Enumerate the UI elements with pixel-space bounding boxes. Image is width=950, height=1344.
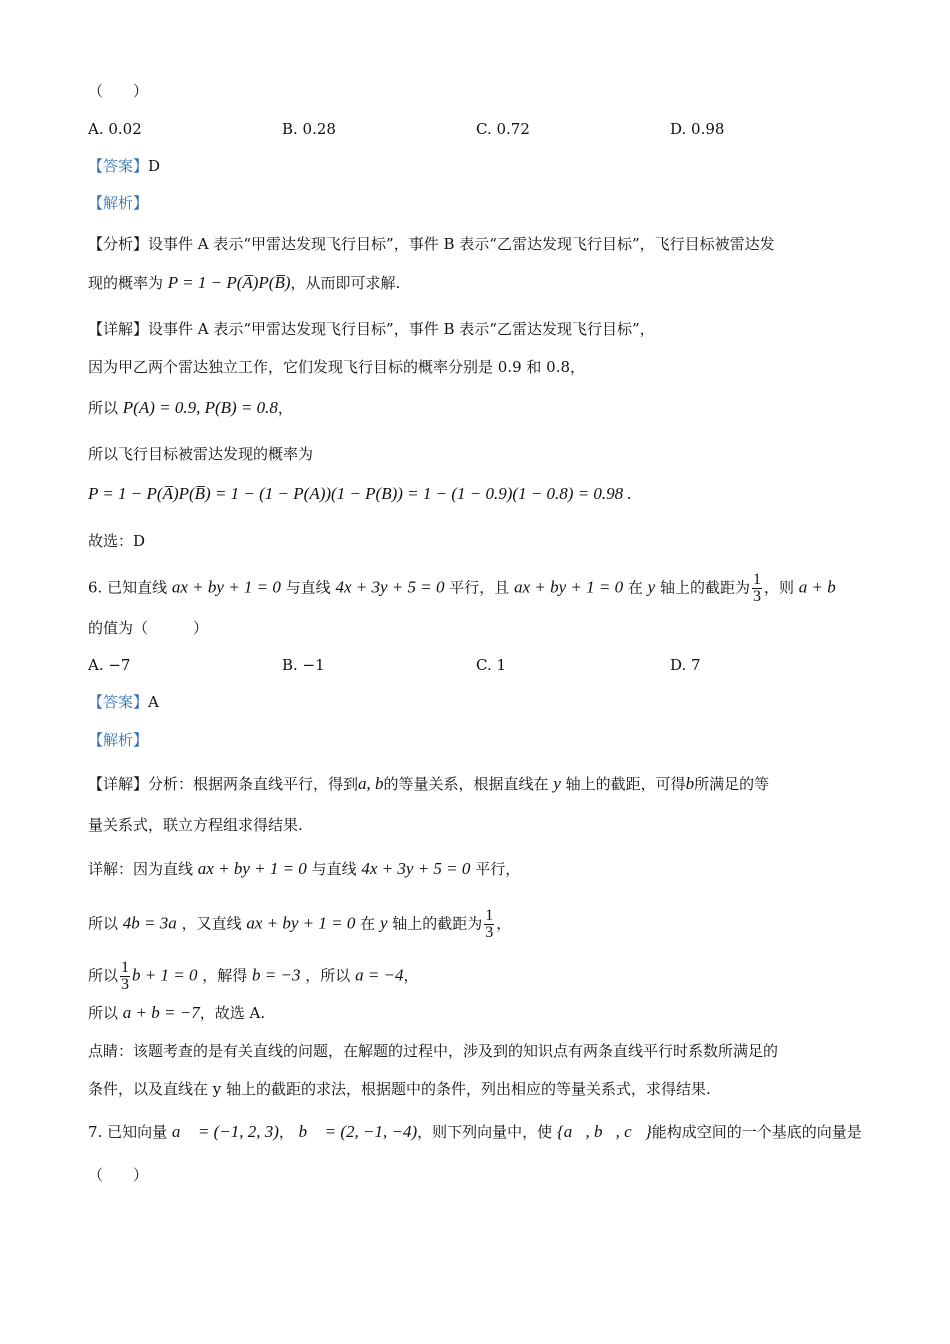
text: 轴上的截距为 — [659, 578, 750, 597]
formula: a⃗ = (−1, 2, 3) — [171, 1122, 279, 1141]
frac-den: 3 — [485, 924, 494, 941]
formula: 4x + 3y + 5 = 0 — [361, 859, 471, 878]
text: 平行，且 — [449, 578, 510, 597]
q6-detail-line5 — [88, 960, 419, 993]
fenxi-tag: 【分析】 — [88, 235, 149, 253]
q6-stem-line1 — [88, 572, 836, 605]
frac-num: 1 — [753, 571, 761, 588]
detail-tag: 【详解】 — [88, 775, 149, 793]
text: 现的概率为 — [88, 274, 164, 292]
text: 设事件 A 表示“甲雷达发现飞行目标”，事件 B 表示“乙雷达发现飞行目标”， — [148, 320, 655, 338]
formula: P = 1 − P(A̅)P(B̅) — [167, 273, 291, 292]
text: ，解得 — [202, 966, 248, 985]
q5-detail-line2: 因为甲乙两个雷达独立工作，它们发现飞行目标的概率分别是 0.9 和 0.8， — [88, 358, 586, 376]
formula: 4x + 3y + 5 = 0 — [335, 577, 445, 597]
text: 与直线 — [285, 578, 331, 597]
text: ， — [277, 399, 293, 417]
text: 在 — [627, 578, 643, 597]
frac-den: 3 — [121, 976, 130, 993]
q6-answer-line — [88, 691, 159, 713]
text: 能构成空间的一个基底的向量是 — [651, 1123, 862, 1141]
text: 平行， — [475, 860, 521, 878]
formula: ax + by + 1 = 0 — [197, 859, 307, 878]
frac-den: 3 — [753, 588, 761, 605]
q5-detail-line1 — [88, 318, 655, 340]
q6-detail-line3 — [88, 858, 520, 880]
text: 所以 — [88, 914, 119, 933]
answer-tag: 【答案】 — [88, 157, 149, 175]
var-y: y — [379, 913, 388, 933]
q6-dianjing-line2: 条件，以及直线在 y 轴上的截距的求法，根据题中的条件，列出相应的等量关系式，求得结果. — [88, 1080, 711, 1098]
fenxi-text: 设事件 A 表示“甲雷达发现飞行目标”，事件 B 表示“乙雷达发现飞行目标”，飞行目标被雷达发 — [148, 235, 775, 253]
q6-option-a: A. −7 — [88, 656, 131, 674]
text: 轴上的截距，可得 — [565, 775, 686, 793]
text: ，则下列向量中，使 — [417, 1123, 553, 1141]
q7-stem — [88, 1121, 862, 1143]
text: ，则 — [764, 578, 795, 597]
fraction — [120, 960, 130, 993]
formula: P(A) = 0.9, P(B) = 0.8 — [122, 398, 278, 417]
q6-stem-line2: 的值为（ ） — [88, 619, 209, 637]
var-b: b — [685, 774, 695, 793]
text: ， — [278, 1123, 294, 1141]
q6-detail-line4 — [88, 908, 511, 941]
formula: b + 1 = 0 — [132, 965, 198, 985]
text: 详解：因为直线 — [88, 860, 194, 878]
q6-option-b: B. −1 — [282, 656, 325, 674]
text: ，所以 — [305, 966, 351, 985]
text: 与直线 — [311, 860, 357, 878]
formula: a + b — [798, 577, 836, 597]
q6-detail-line2: 量关系式，联立方程组求得结果. — [88, 816, 303, 834]
q5-fenxi-line1 — [88, 233, 775, 255]
text: ，故选 A. — [199, 1004, 266, 1022]
q5-option-d: D. 0.98 — [670, 120, 725, 138]
q6-dianjing-line1: 点睛：该题考查的是有关直线的问题，在解题的过程中，涉及到的知识点有两条直线平行时系数所满足的 — [88, 1042, 779, 1060]
q6-detail-line6 — [88, 1002, 265, 1024]
formula: ax + by + 1 = 0 — [514, 577, 624, 597]
text: ， — [496, 914, 512, 933]
q5-fenxi-line2 — [88, 272, 400, 294]
q6-option-d: D. 7 — [670, 656, 701, 674]
detail-tag: 【详解】 — [88, 320, 149, 338]
q7-paren: （ ） — [88, 1166, 149, 1184]
text: ， — [403, 966, 419, 985]
q5-detail-line3 — [88, 397, 293, 419]
frac-num: 1 — [121, 959, 130, 976]
q5-option-a: A. 0.02 — [88, 120, 142, 138]
q5-detail-line4: 所以飞行目标被雷达发现的概率为 — [88, 445, 314, 463]
text: ，从而即可求解. — [290, 274, 401, 292]
text: 7. 已知向量 — [88, 1123, 168, 1141]
text: 所满足的等 — [694, 775, 770, 793]
formula: a, b — [358, 774, 384, 793]
text: 所以 — [88, 1004, 119, 1022]
formula: ax + by + 1 = 0 — [246, 913, 356, 933]
formula: b⃗ = (2, −1, −4) — [298, 1122, 418, 1141]
q6-detail-line1 — [88, 773, 769, 795]
var-y: y — [553, 774, 561, 793]
q5-detail-line5 — [88, 483, 632, 505]
formula: ax + by + 1 = 0 — [171, 577, 281, 597]
text: 轴上的截距为 — [392, 914, 483, 933]
q5-option-b: B. 0.28 — [282, 120, 336, 138]
text: 分析：根据两条直线平行，得到 — [148, 775, 359, 793]
answer-tag: 【答案】 — [88, 693, 149, 711]
formula: 4b = 3a — [122, 913, 177, 933]
formula: b = −3 — [252, 965, 301, 985]
q5-answer-line — [88, 155, 160, 177]
q6-analysis-tag: 【解析】 — [88, 731, 149, 749]
formula: {a⃗, b⃗, c⃗} — [556, 1122, 652, 1141]
text: ，又直线 — [181, 914, 242, 933]
text: 所以 — [88, 966, 119, 985]
fraction — [484, 908, 494, 941]
q5-analysis-tag: 【解析】 — [88, 194, 149, 212]
q5-choose: 故选：D — [88, 532, 146, 550]
text: 所以 — [88, 399, 119, 417]
formula: a = −4 — [355, 965, 404, 985]
formula: P = 1 − P(A̅)P(B̅) = 1 − (1 − P(A))(1 − P(B)) = 1 − (1 − 0.9)(1 − 0.8) = 0.98 . — [88, 484, 632, 503]
q5-answer: D — [148, 157, 161, 175]
q6-option-c: C. 1 — [476, 656, 507, 674]
text: 6. 已知直线 — [88, 578, 168, 597]
formula: a + b = −7 — [122, 1003, 200, 1022]
q6-answer: A — [148, 693, 159, 711]
text: 的等量关系，根据直线在 — [383, 775, 549, 793]
var-y: y — [647, 577, 656, 597]
text: 在 — [360, 914, 376, 933]
q5-paren: （ ） — [88, 82, 149, 100]
frac-num: 1 — [485, 907, 494, 924]
fraction — [752, 572, 762, 605]
q5-option-c: C. 0.72 — [476, 120, 530, 138]
